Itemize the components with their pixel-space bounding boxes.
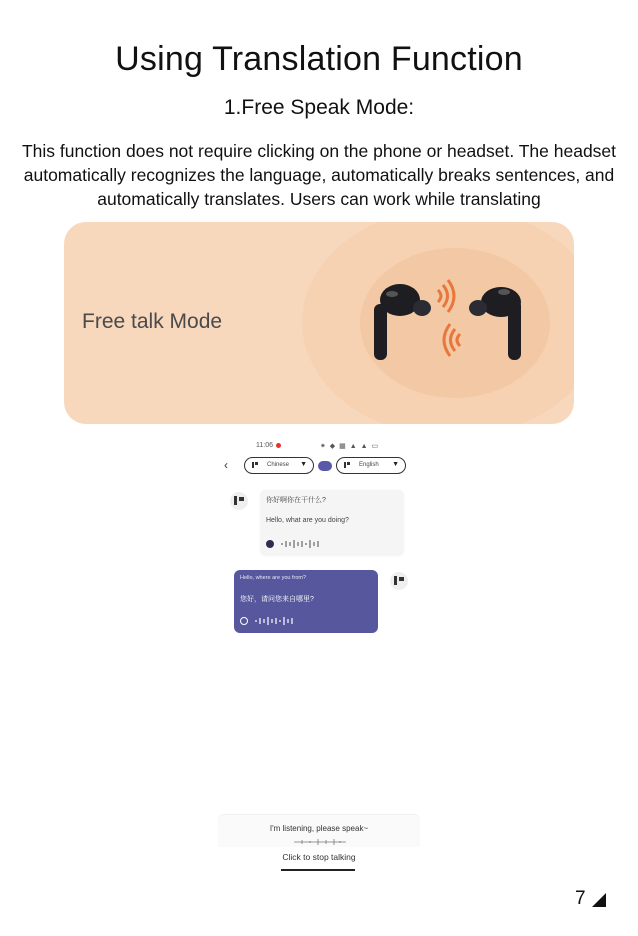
swap-language-button[interactable] — [318, 461, 332, 471]
stop-underline — [281, 869, 355, 871]
record-indicator-icon — [276, 443, 281, 448]
page-number: 7 — [575, 888, 586, 909]
back-icon[interactable]: ‹ — [224, 458, 228, 472]
audio-wave-icon — [280, 539, 330, 549]
status-icons: ⁕ ◆ ▦ ▲ ▲ ▭ — [320, 443, 380, 450]
listening-panel — [218, 814, 420, 874]
page-corner-icon — [592, 893, 606, 907]
play-icon[interactable] — [240, 617, 248, 625]
earbud-icon — [230, 492, 248, 510]
incoming-original: 你好啊你在干什么? — [266, 497, 326, 504]
earbud-avatar — [230, 492, 248, 510]
outgoing-message-card — [234, 570, 378, 633]
incoming-translation: Hello, what are you doing? — [266, 517, 349, 524]
earbud-icon — [251, 461, 259, 469]
play-icon[interactable] — [266, 540, 274, 548]
description-text: This function does not require clicking on the phone or headset. The headset automatically recognizes the language, automatically breaks sentences, and automatically translates. Users can work while translating — [21, 141, 617, 209]
audio-wave-icon — [294, 838, 346, 846]
outgoing-translation: 您好，请问您来自哪里? — [240, 596, 314, 603]
source-language-select[interactable]: Chinese ▼ — [244, 457, 314, 474]
earbud-icon — [390, 572, 408, 590]
earbud-avatar — [390, 572, 408, 590]
listening-text: I'm listening, please speak~ — [269, 824, 369, 833]
chevron-down-icon: ▼ — [300, 461, 307, 468]
earbud-icon — [343, 461, 351, 469]
section-subtitle: 1.Free Speak Mode: — [223, 96, 415, 119]
earbuds-icon — [364, 278, 534, 368]
chevron-down-icon: ▼ — [392, 461, 399, 468]
status-time: 11:06 — [256, 442, 273, 449]
banner-label: Free talk Mode — [82, 310, 223, 333]
target-language-select[interactable]: English ▼ — [336, 457, 406, 474]
incoming-message-card — [260, 490, 404, 556]
page-title: Using Translation Function — [115, 40, 523, 78]
free-talk-banner — [64, 222, 574, 424]
stop-talking-button[interactable]: Click to stop talking — [282, 852, 356, 862]
outgoing-original: Hello, where are you from? — [240, 575, 307, 581]
audio-wave-icon — [254, 616, 304, 626]
